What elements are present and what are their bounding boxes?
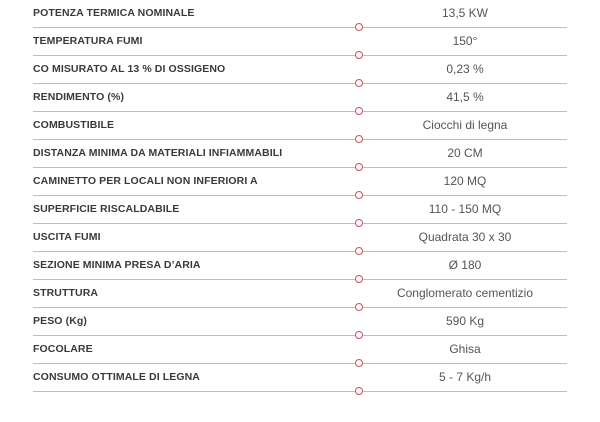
spec-label: POTENZA TERMICA NOMINALE [33,7,195,19]
row-divider [33,391,567,392]
divider-dot-icon [355,387,363,395]
spec-value: 150° [452,34,478,48]
spec-row-uscita-fumi [0,224,600,252]
spec-label: CONSUMO OTTIMALE DI LEGNA [33,371,200,383]
spec-value: Ghisa [449,342,481,356]
spec-value: 110 - 150 MQ [428,202,502,216]
spec-label: DISTANZA MINIMA DA MATERIALI INFIAMMABILI [33,147,283,159]
spec-value: Ø 180 [448,258,482,272]
spec-label: SEZIONE MINIMA PRESA D’ARIA [33,259,201,271]
spec-value: 20 CM [447,146,483,160]
spec-row-struttura [0,280,600,308]
spec-row-peso [0,308,600,336]
spec-row-distanza [0,140,600,168]
spec-label: SUPERFICIE RISCALDABILE [33,203,180,215]
spec-row-caminetto [0,168,600,196]
spec-row-potenza [0,0,600,28]
spec-label: TEMPERATURA FUMI [33,35,143,47]
spec-label: USCITA FUMI [33,231,101,243]
spec-row-temperatura [0,28,600,56]
spec-value: Ciocchi di legna [422,118,508,132]
spec-label: STRUTTURA [33,287,99,299]
spec-label: FOCOLARE [33,343,93,355]
spec-value: 41,5 % [446,90,484,104]
spec-row-consumo [0,364,600,392]
spec-row-rendimento [0,84,600,112]
spec-value: 0,23 % [446,62,484,76]
spec-label: COMBUSTIBILE [33,119,115,131]
spec-value: 13,5 KW [441,6,489,20]
spec-label: RENDIMENTO (%) [33,91,125,103]
spec-row-sezione [0,252,600,280]
spec-row-combustibile [0,112,600,140]
spec-value: 5 - 7 Kg/h [438,370,492,384]
spec-value: Quadrata 30 x 30 [418,230,512,244]
spec-label: CAMINETTO PER LOCALI NON INFERIORI A [33,175,258,187]
spec-row-co [0,56,600,84]
spec-value: 120 MQ [443,174,487,188]
spec-label: CO MISURATO AL 13 % DI OSSIGENO [33,63,226,75]
spec-row-superficie [0,196,600,224]
spec-label: PESO (Kg) [33,315,87,327]
spec-row-focolare [0,336,600,364]
spec-value: 590 Kg [445,314,485,328]
spec-value: Conglomerato cementizio [396,286,534,300]
